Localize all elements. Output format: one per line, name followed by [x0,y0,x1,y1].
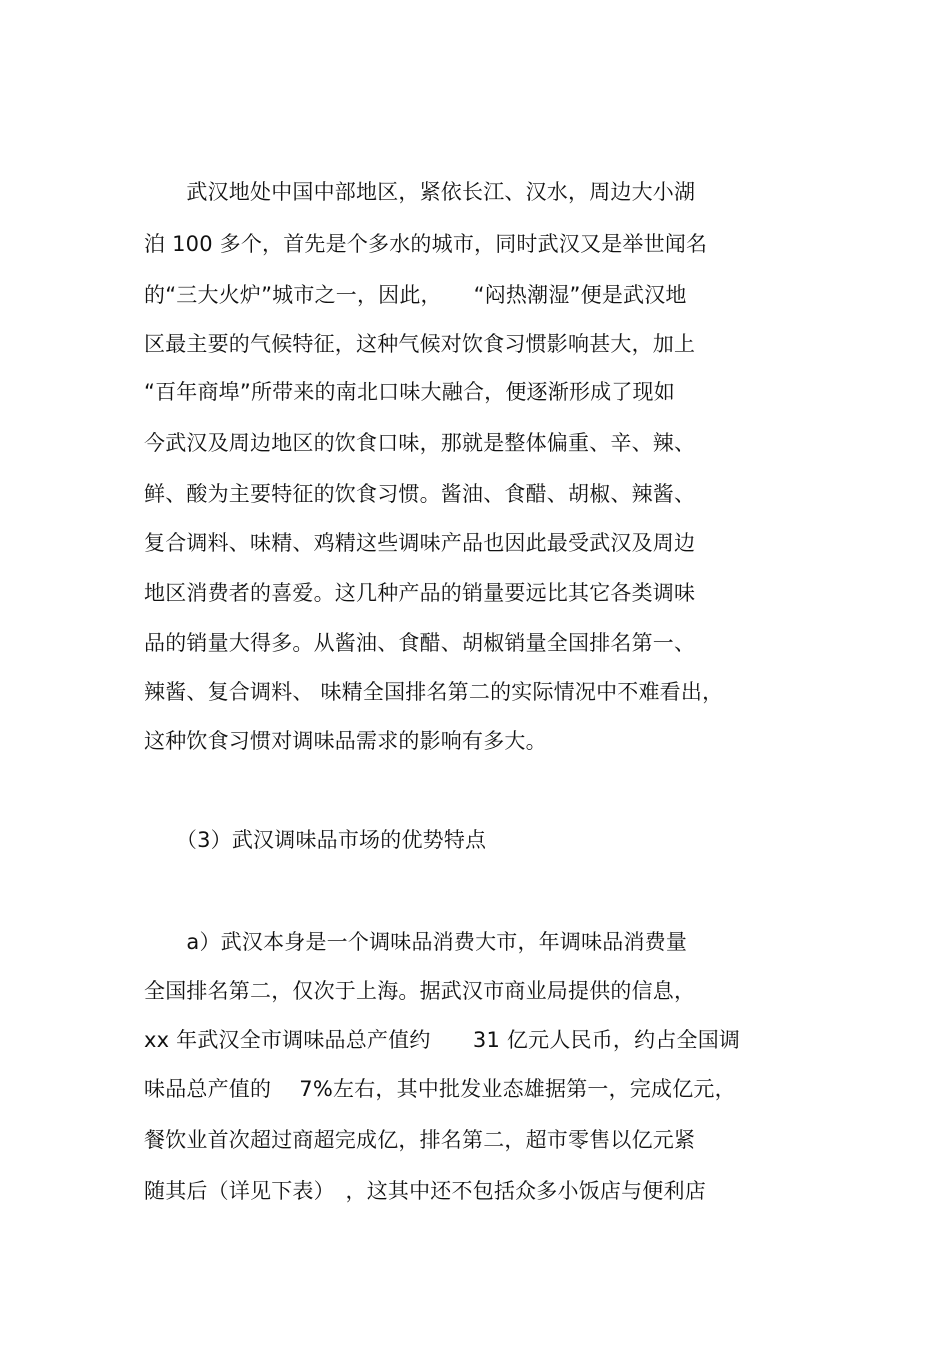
paragraph-1-line-12: 这种饮食习惯对调味品需求的影响有多大。 [144,729,547,753]
section-heading: （3）武汉调味品市场的优势特点 [144,828,487,852]
paragraph-2-line-6: 随其后（详见下表） ，这其中还不包括众多小饭店与便利店 [144,1179,706,1203]
paragraph-1-line-7: 鲜、酸为主要特征的饮食习惯。酱油、食醋、胡椒、辣酱、 [144,482,696,506]
paragraph-1-line-3: 的“三大火炉”城市之一，因此， “闷热潮湿”便是武汉地 [144,283,687,307]
paragraph-2-line-2: 全国排名第二，仅次于上海。据武汉市商业局提供的信息， [144,979,696,1003]
paragraph-1-line-6: 今武汉及周边地区的饮食口味，那就是整体偏重、辛、辣、 [144,431,696,455]
paragraph-1-line-11: 辣酱、复合调料、 味精全国排名第二的实际情况中不难看出， [144,680,724,704]
paragraph-2-line-3: xx 年武汉全市调味品总产值约 31 亿元人民币，约占全国调 [144,1028,741,1052]
paragraph-1-line-9: 地区消费者的喜爱。这几种产品的销量要远比其它各类调味 [144,581,696,605]
paragraph-1-line-2: 泊 100 多个，首先是个多水的城市，同时武汉又是举世闻名 [144,232,708,256]
paragraph-1-line-5: “百年商埠”所带来的南北口味大融合，便逐渐形成了现如 [144,380,675,404]
paragraph-2-line-4: 味品总产值的 7%左右，其中批发业态雄据第一，完成亿元， [144,1077,736,1101]
paragraph-1-line-8: 复合调料、味精、鸡精这些调味产品也因此最受武汉及周边 [144,531,696,555]
paragraph-2-line-5: 餐饮业首次超过商超完成亿，排名第二，超市零售以亿元紧 [144,1128,696,1152]
paragraph-1-line-1: 武汉地处中国中部地区，紧依长江、汉水，周边大小湖 [144,180,696,204]
paragraph-2-line-1: a）武汉本身是一个调味品消费大市，年调味品消费量 [144,930,688,954]
paragraph-1-line-4: 区最主要的气候特征，这种气候对饮食习惯影响甚大，加上 [144,332,696,356]
paragraph-1-line-10: 品的销量大得多。从酱油、食醋、胡椒销量全国排名第一、 [144,631,696,655]
